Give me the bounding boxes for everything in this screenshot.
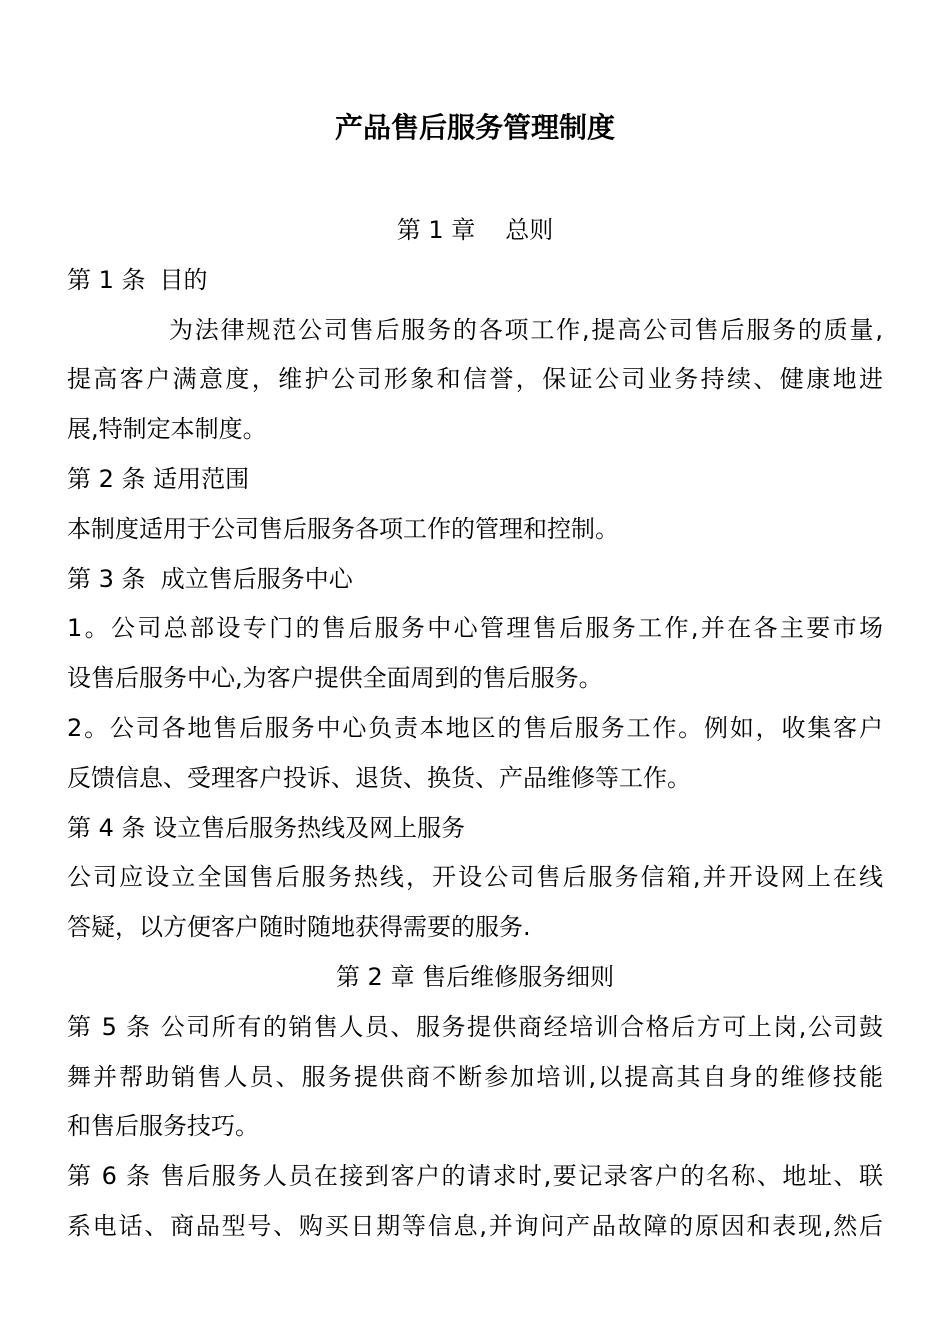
article-heading (67, 256, 883, 306)
chapter-label: 第 1 章 (396, 216, 476, 244)
paragraph-line: 第 5 条 公司所有的销售人员、服务提供商经培训合格后方可上岗,公司鼓 (67, 1012, 883, 1041)
paragraph-line: 第 6 条 售后服务人员在接到客户的请求时,要记录客户的名称、地址、联 (67, 1162, 883, 1191)
paragraph-line: 答疑，以方便客户随时随地获得需要的服务. (67, 913, 531, 942)
paragraph-line: 设售后服务中心,为客户提供全面周到的售后服务。 (67, 664, 603, 693)
article-heading: 第 2 条 适用范围 (67, 464, 250, 493)
article-name: 目的 (159, 265, 208, 294)
document-title: 产品售后服务管理制度 (334, 111, 615, 144)
chapter-heading: 第 2 章 售后维修服务细则 (335, 962, 615, 991)
paragraph-line: 本制度适用于公司售后服务各项工作的管理和控制。 (67, 514, 619, 543)
chapter-name: 总则 (505, 216, 554, 244)
paragraph-line: 和售后服务技巧。 (67, 1112, 259, 1141)
document-body (67, 206, 883, 1252)
paragraph-line: 系电话、商品型号、购买日期等信息,并询问产品故障的原因和表现,然后 (67, 1211, 883, 1240)
paragraph-line: 反馈信息、受理客户投诉、退货、换货、产品维修等工作。 (67, 763, 691, 792)
chapter-heading (67, 206, 883, 256)
paragraph-line: 为法律规范公司售后服务的各项工作,提高公司售后服务的质量, (169, 315, 883, 344)
paragraph-line: 展,特制定本制度。 (67, 415, 267, 444)
paragraph-line: 1。公司总部设专门的售后服务中心管理售后服务工作,并在各主要市场 (67, 614, 883, 643)
article-heading: 第 4 条 设立售后服务热线及网上服务 (67, 813, 466, 842)
article-heading: 第 3 条 成立售后服务中心 (67, 564, 353, 593)
article-label: 第 1 条 (67, 265, 146, 294)
paragraph-line: 舞并帮助销售人员、服务提供商不断参加培训,以提高其自身的维修技能 (67, 1062, 883, 1091)
paragraph-line: 2。公司各地售后服务中心负责本地区的售后服务工作。例如，收集客户 (67, 713, 883, 742)
document-page (67, 0, 883, 1344)
paragraph-line: 提高客户满意度，维护公司形象和信誉，保证公司业务持续、健康地进 (67, 365, 883, 394)
paragraph-line: 公司应设立全国售后服务热线，开设公司售后服务信箱,并开设网上在线 (67, 863, 883, 892)
